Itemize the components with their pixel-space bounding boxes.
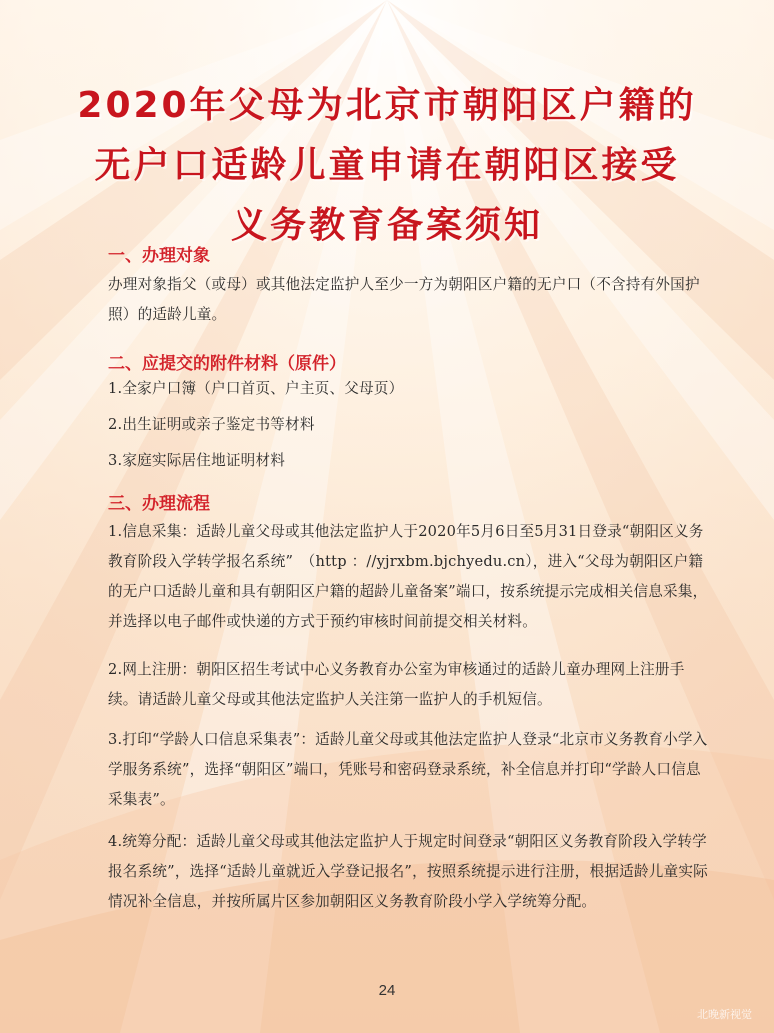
- page-number: 24: [378, 982, 396, 999]
- section-heading-process: 三、办理流程: [108, 494, 210, 514]
- process-step: 4.统筹分配：适龄儿童父母或其他法定监护人于规定时间登录“朝阳区义务教育阶段入学转学报名系统”，选择“适龄儿童就近入学登记报名”，按照系统提示进行注册，根据适龄儿童实际情况补全信息，并按所属片区参加朝阳区义务教育阶段小学入学统筹分配。: [108, 833, 708, 910]
- material-item: 1.全家户口簿（户口首页、户主页、父母页）: [108, 380, 404, 397]
- watermark: 北晚新视觉: [697, 1008, 752, 1021]
- process-step: 1.信息采集：适龄儿童父母或其他法定监护人于2020年5月6日至5月31日登录“朝阳区义务教育阶段入学转学报名系统” （http ：//yjrxbm.bjchyedu.cn），进入“父母为朝阳区户籍的无户口适龄儿童和具有朝阳区户籍的超龄儿童备案”端口，按系统提示完成相关信息采集，并选择以电子邮件或快递的方式于预约审核时间前提交相关材料。: [108, 523, 708, 630]
- title-line: 义务教育备案须知: [230, 205, 543, 246]
- process-step: 3.打印“学龄人口信息采集表”：适龄儿童父母或其他法定监护人登录“北京市义务教育小学入学服务系统”，选择“朝阳区”端口，凭账号和密码登录系统，补全信息并打印“学龄人口信息采集表”。: [108, 731, 708, 808]
- process-step: 2.网上注册：朝阳区招生考试中心义务教育办公室为审核通过的适龄儿童办理网上注册手续。请适龄儿童父母或其他法定监护人关注第一监护人的手机短信。: [108, 661, 685, 708]
- material-item: 2.出生证明或亲子鉴定书等材料: [108, 416, 315, 433]
- title-line: 无户口适龄儿童申请在朝阳区接受: [94, 145, 680, 186]
- title-line: 2020年父母为北京市朝阳区户籍的: [77, 85, 697, 126]
- section-heading-materials: 二、应提交的附件材料（原件）: [108, 354, 346, 374]
- material-item: 3.家庭实际居住地证明材料: [108, 452, 286, 469]
- section-heading-target: 一、办理对象: [108, 246, 210, 266]
- document-title: [40, 76, 734, 256]
- section-paragraph: 办理对象指父（或母）或其他法定监护人至少一方为朝阳区户籍的无户口（不含持有外国护照）的适龄儿童。: [108, 276, 700, 323]
